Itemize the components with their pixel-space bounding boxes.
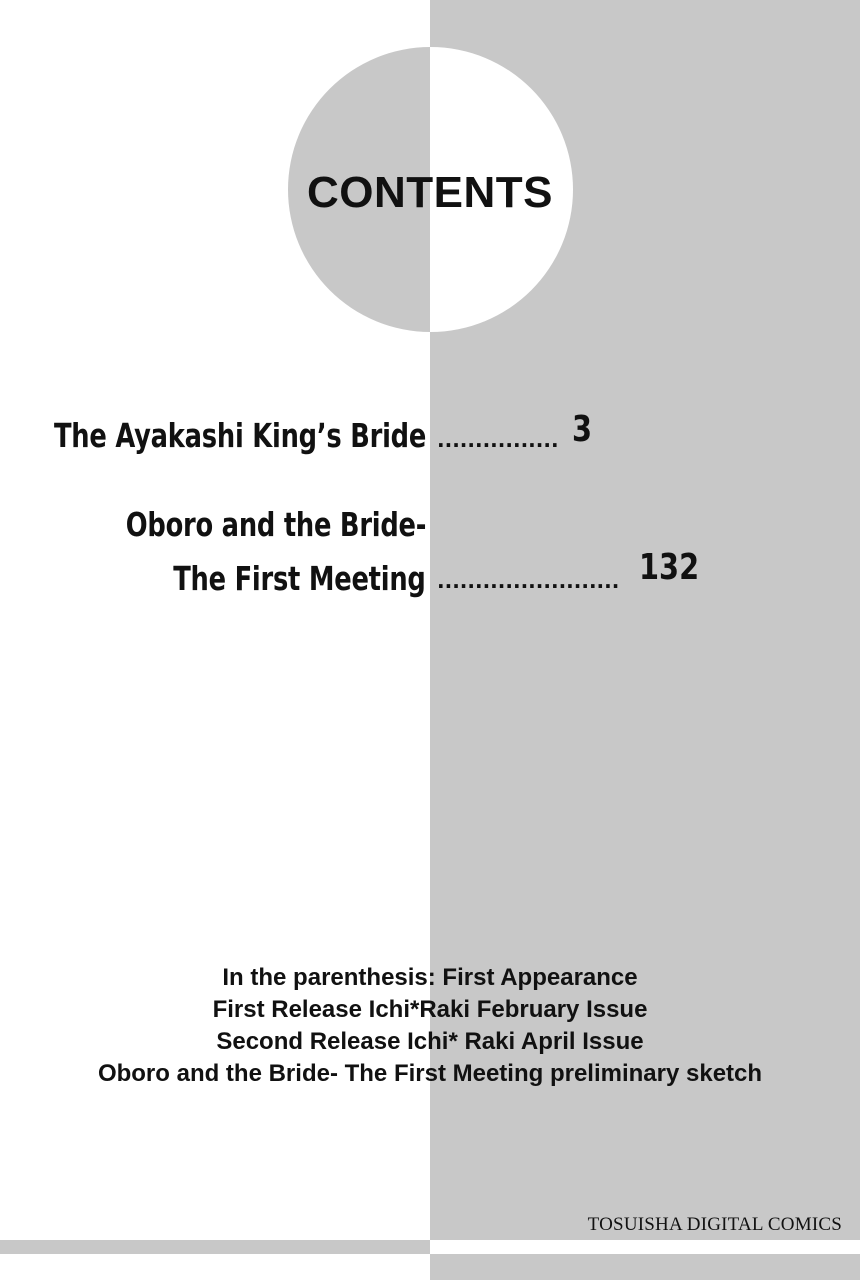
toc-entry-2-page-number: 132 (639, 547, 700, 588)
page-title: CONTENTS (307, 168, 553, 217)
toc-entry-2-leader: ........................ (437, 569, 620, 593)
bottom-band-right (430, 1240, 860, 1254)
notes-line-3: Second Release Ichi* Raki April Issue (216, 1028, 644, 1055)
publication-notes (0, 962, 860, 1090)
toc-entry-2-title-line-2: The First Meeting (173, 559, 426, 598)
notes-line-4: Oboro and the Bride- The First Meeting preliminary sketch (97, 1060, 763, 1087)
toc-entry-1-title: The Ayakashi King’s Bride (53, 416, 426, 455)
toc-entry-2-title-line-1: Oboro and the Bride- (125, 505, 426, 544)
notes-line-1: In the parenthesis: First Appearance (222, 964, 638, 991)
bottom-band-left (0, 1240, 430, 1254)
publisher-label: TOSUISHA DIGITAL COMICS (587, 1214, 842, 1235)
notes-line-2: First Release Ichi*Raki February Issue (212, 996, 648, 1023)
toc-entry-1-page-number: 3 (572, 409, 593, 450)
toc-entry-1-leader: ................ (437, 428, 559, 452)
